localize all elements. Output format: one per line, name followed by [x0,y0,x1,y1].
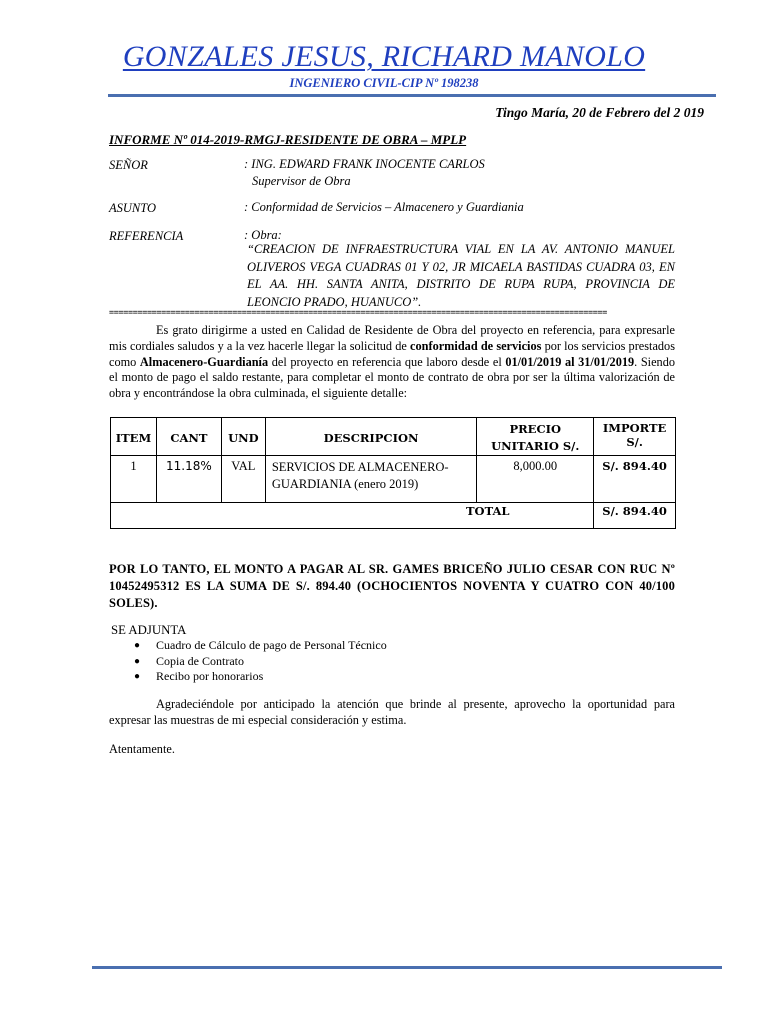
intro-bold-3: 01/01/2019 al 31/01/2019 [505,354,635,369]
header-divider [108,94,716,97]
header-und: UND [221,418,265,456]
attachments-title: SE ADJUNTA [111,623,187,637]
report-number: INFORME Nº 014-2019-RMGJ-RESIDENTE DE OBRA – MPLP [109,132,467,147]
author-name-text: GONZALES JESUS, RICHARD MANOLO [122,40,646,73]
table-row [111,456,676,503]
bullet-icon: ● [134,671,141,682]
cell-item: 1 [111,456,157,503]
total-label: TOTAL [111,503,594,529]
author-name [0,40,768,74]
intro-text-2: por los servicios prestados como [109,338,675,369]
cell-cant: 11.18% [156,456,221,503]
list-item [131,654,387,670]
header-descripcion: DESCRIPCION [265,418,477,456]
intro-bold-1: conformidad de servicios [410,338,542,353]
list-item [131,669,387,685]
table-header-row [111,418,676,456]
referencia-obra-label: : Obra: [244,228,282,242]
header-precio-line2: UNITARIO S/. [491,439,580,453]
header-importe: IMPORTE S/. [594,418,676,456]
closing-paragraph: Agradeciéndole por anticipado la atención que brinde al presente, aprovecho la oportunidad para expresar las muestras de mi especial consideración y estima. [109,697,675,727]
descripcion-line2: GUARDIANIA (enero 2019) [271,477,419,491]
footer-divider [92,966,722,969]
referencia-obra-text: “CREACION DE INFRAESTRUCTURA VIAL EN LA AV. ANTONIO MANUEL OLIVEROS VEGA CUADRAS 01 Y 02, JR MICAELA BASTIDAS CUADRA 03, EN EL AA. HH. SANTA ANITA, DISTRITO DE RUPA RUPA, PROVINCIA DE LEONCIO PRADO, HUANUCO”. [247,242,675,309]
attachments-list [131,638,387,685]
cell-descripcion [265,456,477,503]
header-item: ITEM [111,418,157,456]
cell-precio: 8,000.00 [477,456,594,503]
total-value: S/. 894.40 [594,503,676,529]
intro-text-3: del proyecto en referencia que laboro desde el [268,354,506,369]
list-item-text: Recibo por honorarios [156,669,264,683]
asunto-value: : Conformidad de Servicios – Almacenero y Guardiania [244,200,524,214]
signoff: Atentamente. [109,742,175,756]
separator-line: ========================================================================================================= [109,307,607,317]
asunto-label: ASUNTO [109,201,157,215]
senor-subtitle: Supervisor de Obra [252,174,351,188]
bullet-icon: ● [134,655,141,667]
intro-text-1: Es grato dirigirme a usted en Calidad de Residente de Obra del proyecto en referencia, para expresarle mis cordiales saludos y a la vez hacerle llegar la solicitud de [109,323,675,353]
list-item-text: Cuadro de Cálculo de pago de Personal Técnico [156,638,387,652]
header-cant: CANT [156,418,221,456]
intro-text-4: . Siendo el monto de pago el saldo restante, para completar el monto de contrato de obra por ser la última valorización de obra y encontrándose la obra culminada, el siguiente detalle: [109,354,675,401]
intro-paragraph [109,323,675,402]
table-total-row [111,503,676,529]
senor-value: : ING. EDWARD FRANK INOCENTE CARLOS [244,157,485,171]
bullet-icon: ● [134,640,141,651]
header-precio [477,418,594,456]
list-item-text: Copia de Contrato [156,653,244,668]
list-item [131,638,387,654]
referencia-label: REFERENCIA [109,229,184,243]
author-title: INGENIERO CIVIL-CIP Nº 198238 [289,76,479,90]
payment-statement: POR LO TANTO, EL MONTO A PAGAR AL SR. GAMES BRICEÑO JULIO CESAR CON RUC Nº 10452495312 ES LA SUMA DE S/. 894.40 (OCHOCIENTOS NOVENTA Y CUATRO CON 40/100 SOLES). [109,562,675,610]
cell-importe: S/. 894.40 [594,456,676,503]
intro-bold-2: Almacenero-Guardianía [139,354,269,369]
payment-table [110,417,676,529]
descripcion-line1: SERVICIOS DE ALMACENERO- [271,460,449,474]
cell-und: VAL [221,456,265,503]
senor-label: SEÑOR [109,158,148,172]
header-precio-line1: PRECIO [509,422,561,436]
document-date: Tingo María, 20 de Febrero del 2 019 [495,105,704,120]
